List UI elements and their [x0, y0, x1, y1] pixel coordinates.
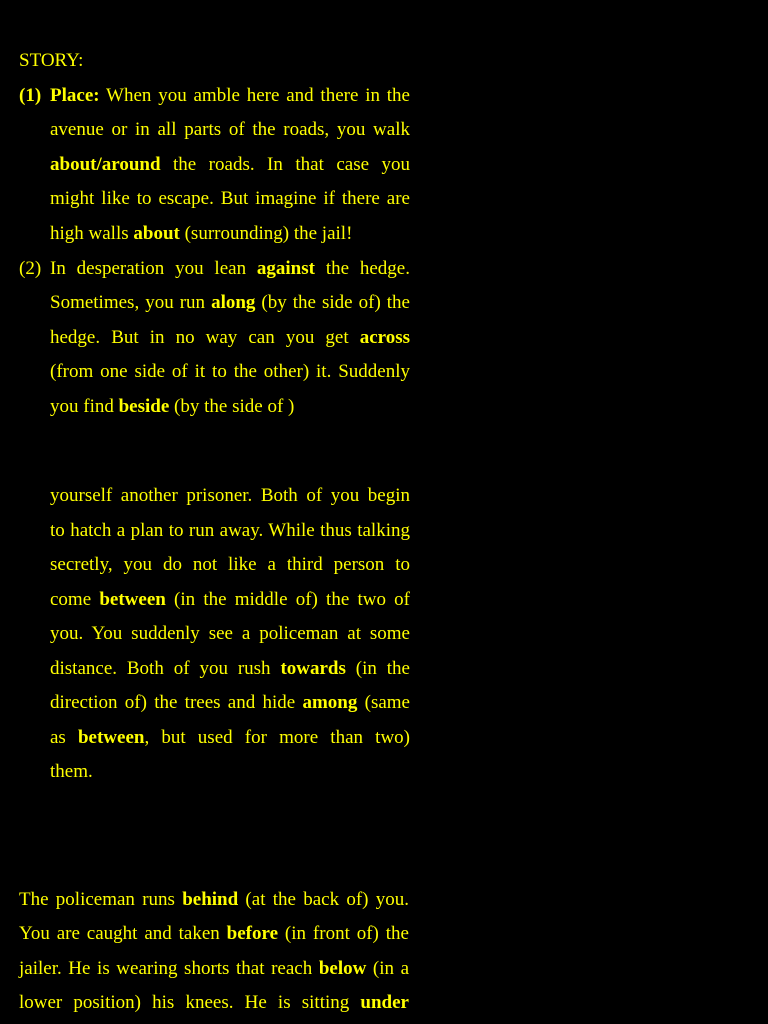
item-2-line-5: you find beside (by the side of ) — [50, 396, 295, 417]
item-2-line-4: (from one side of it to the other) it. Suddenly — [50, 361, 410, 382]
item-1-line-2: avenue or in all parts of the roads, you walk — [50, 119, 410, 140]
item-1-number: (1) — [19, 85, 42, 106]
item-2-line-3: hedge. But in no way can you get across — [50, 327, 410, 348]
cont-line-7: direction of) the trees and hide among (same — [50, 692, 410, 713]
para3-line-3: jailer. He is wearing shorts that reach below (in a — [19, 958, 410, 979]
cont-line-6: distance. Both of you rush towards (in the — [50, 658, 410, 679]
cont-line-4: come between (in the middle of) the two of — [50, 589, 410, 610]
item-1-line-1: Place: When you amble here and there in the — [50, 85, 410, 106]
item-1-line-5: high walls about (surrounding) the jail! — [50, 223, 353, 244]
story-heading: STORY: — [19, 50, 84, 71]
item-1-line-3: about/around the roads. In that case you — [50, 154, 410, 175]
para3-line-2: You are caught and taken before (in front of) the — [19, 923, 409, 944]
item-2-line-1: In desperation you lean against the hedge. — [50, 258, 410, 279]
cont-line-5: you. You suddenly see a policeman at some — [50, 623, 410, 644]
place-label: Place: — [50, 85, 100, 106]
cont-line-8: as between, but used for more than two) — [50, 727, 410, 748]
item-2-line-2: Sometimes, you run along (by the side of) the — [50, 292, 410, 313]
item-2-number: (2) — [19, 258, 42, 279]
para3-line-1: The policeman runs behind (at the back of) you. — [19, 889, 409, 910]
cont-line-9: them. — [50, 761, 93, 782]
para3-line-4: lower position) his knees. He is sitting under — [19, 992, 409, 1013]
item-1-line-4: might like to escape. But imagine if there are — [50, 188, 410, 209]
cont-line-1: yourself another prisoner. Both of you begin — [50, 485, 410, 506]
cont-line-3: secretly, you do not like a third person to — [50, 554, 410, 575]
cont-line-2: to hatch a plan to run away. While thus talking — [50, 520, 410, 541]
